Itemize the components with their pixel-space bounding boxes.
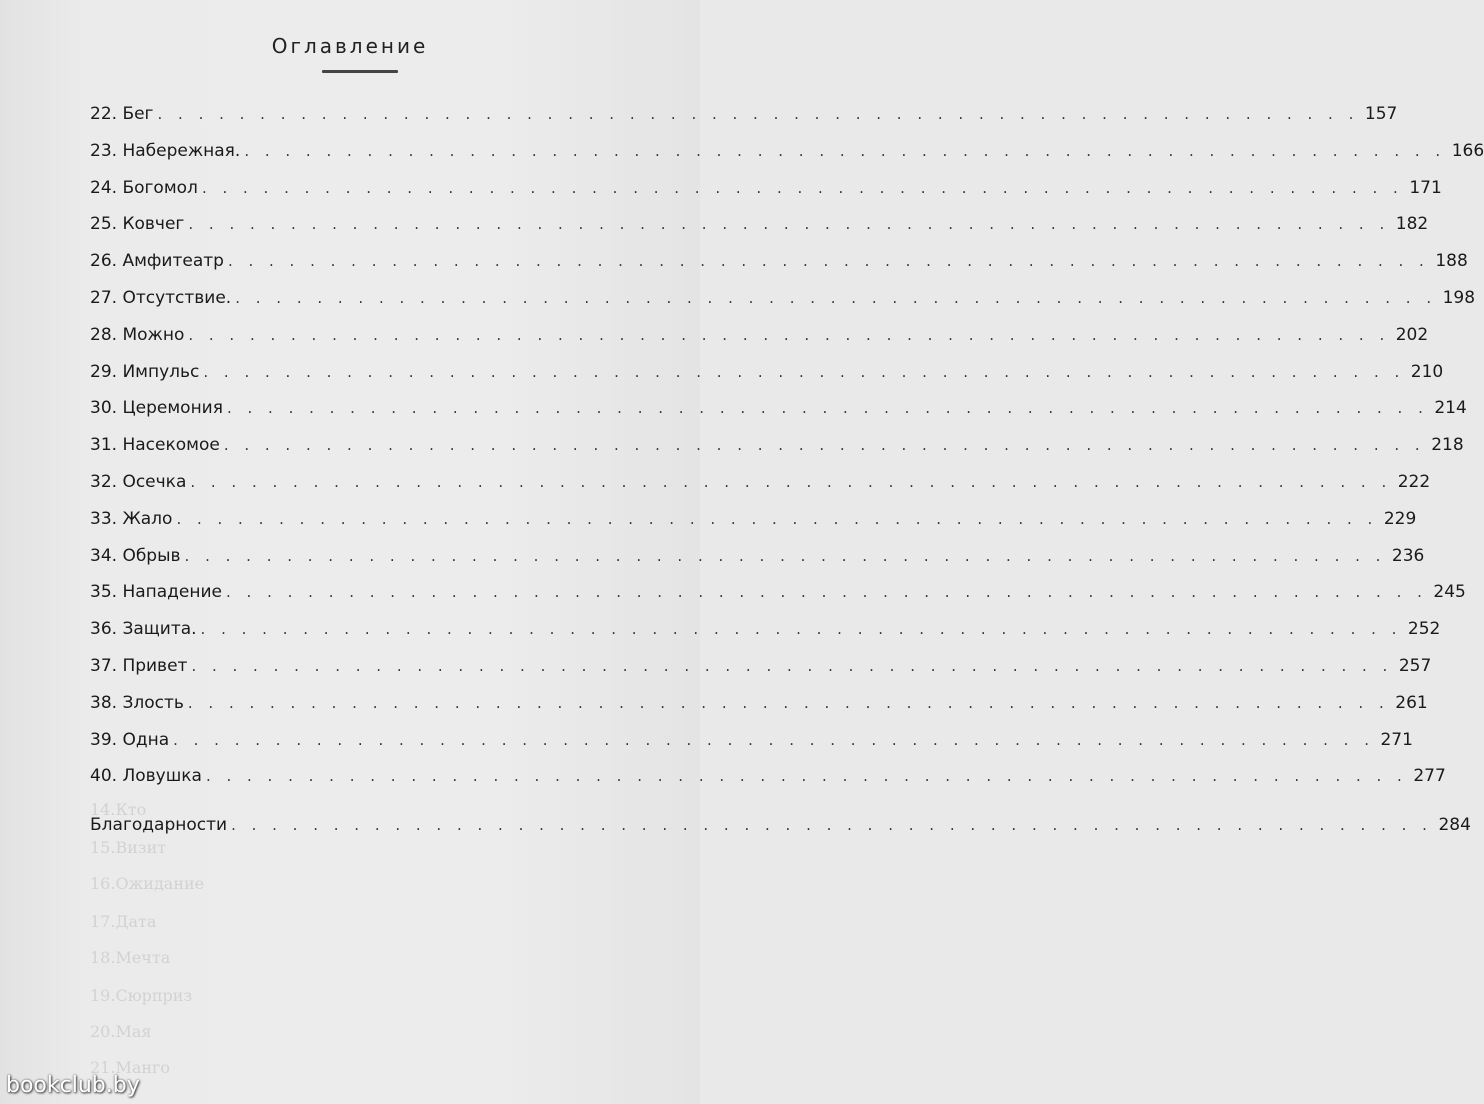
dot-leader: . . . . . . . . . . . . . . . . . . . . . . . . . . . . . . . . . . . . . . . . . . . . . . . . . . . . . . . . . . .	[173, 730, 1375, 749]
bleed-through-text: 20.Мая	[90, 1022, 152, 1041]
toc-entry	[90, 435, 1464, 472]
toc-entry-title: 29. Импульс	[90, 361, 200, 382]
toc-entry-page: 166	[1451, 140, 1484, 161]
toc-entry-title: 40. Ловушка	[90, 766, 202, 787]
toc-entry-page: 229	[1383, 508, 1417, 529]
toc-entry	[90, 582, 1466, 619]
toc-entry-page: 218	[1431, 435, 1464, 456]
toc-entry	[90, 729, 1413, 767]
toc-entry	[90, 324, 1429, 362]
bleed-through-text: 18.Мечта	[90, 948, 171, 967]
toc-entry-page: 284	[1438, 815, 1471, 836]
watermark-logo: bookclub.by	[6, 1073, 140, 1098]
bleed-through-text: 21.Манго	[90, 1058, 171, 1077]
toc-entry-title: 39. Одна	[90, 729, 170, 750]
toc-entry	[90, 140, 1484, 178]
toc-entry	[90, 287, 1476, 325]
toc-entry-title: 30. Церемония	[90, 398, 223, 419]
dot-leader: . . . . . . . . . . . . . . . . . . . . . . . . . . . . . . . . . . . . . . . . . . . . . . . . . . . . . . . . . . .	[231, 816, 1433, 835]
toc-entry-page: 198	[1442, 287, 1476, 308]
toc-entry-page: 252	[1407, 619, 1441, 640]
dot-leader: . . . . . . . . . . . . . . . . . . . . . . . . . . . . . . . . . . . . . . . . . . . . . . . . . . . . . . . . . . .	[227, 252, 1430, 271]
toc-entry-title: 37. Привет	[90, 655, 188, 676]
toc-entry-title: 31. Насекомое	[90, 435, 220, 456]
bleed-through-text: 19.Сюрприз	[90, 986, 193, 1005]
toc-entry-page: 257	[1398, 655, 1432, 676]
dot-leader: . . . . . . . . . . . . . . . . . . . . . . . . . . . . . . . . . . . . . . . . . . . . . . . . . . . . . . . . . . .	[184, 546, 1386, 565]
toc-entry-page: 188	[1435, 251, 1468, 272]
toc-entry-page: 236	[1391, 545, 1425, 566]
toc-entry-title: 33. Жало	[90, 508, 173, 529]
dot-leader: . . . . . . . . . . . . . . . . . . . . . . . . . . . . . . . . . . . . . . . . . . . . . . . . . . . . . . . . . . .	[223, 436, 1426, 455]
toc-entry-title: 36. Защита.	[90, 619, 197, 640]
toc-entry	[90, 177, 1442, 215]
bleed-through-text: 16.Ожидание	[90, 874, 205, 893]
toc-entry-page: 210	[1410, 361, 1444, 382]
dot-leader: . . . . . . . . . . . . . . . . . . . . . . . . . . . . . . . . . . . . . . . . . . . . . . . . . . . . . . . . . . .	[190, 472, 1392, 491]
toc-entry-title: 22. Бег	[90, 104, 154, 124]
dot-leader: . . . . . . . . . . . . . . . . . . . . . . . . . . . . . . . . . . . . . . . . . . . . . . . . . . . . . . . . . . .	[188, 215, 1390, 234]
toc-entry	[90, 508, 1417, 546]
toc-entry-title: 32. Осечка	[90, 471, 187, 492]
toc-entry-page: 214	[1434, 398, 1467, 419]
dot-leader: . . . . . . . . . . . . . . . . . . . . . . . . . . . . . . . . . . . . . . . . . . . . . . . . . . . . . . . . . . .	[203, 362, 1405, 381]
toc-entry	[90, 655, 1432, 693]
toc-entry-title: 24. Богомол	[90, 177, 198, 198]
toc-entry-page: 202	[1395, 324, 1429, 345]
toc-entry-page: 182	[1395, 214, 1429, 235]
toc-entry-page: 271	[1380, 729, 1413, 750]
toc-entry-acknowledgements	[90, 815, 1471, 852]
toc-entry-page: 245	[1433, 582, 1466, 603]
toc-entry-page: 277	[1413, 766, 1446, 787]
toc-entry	[90, 251, 1468, 288]
dot-leader: . . . . . . . . . . . . . . . . . . . . . . . . . . . . . . . . . . . . . . . . . . . . . . . . . . . . . . . . . . .	[226, 583, 1428, 602]
toc-entry-title: Благодарности	[90, 815, 228, 836]
dot-leader: . . . . . . . . . . . . . . . . . . . . . . . . . . . . . . . . . . . . . . . . . . . . . . . . . . . . . . . . . . .	[205, 767, 1408, 786]
dot-leader: . . . . . . . . . . . . . . . . . . . . . . . . . . . . . . . . . . . . . . . . . . . . . . . . . . . . . . . . . . .	[176, 509, 1378, 528]
bleed-through-text: 15.Визит	[90, 838, 167, 857]
toc-entry-title: 34. Обрыв	[90, 545, 181, 566]
bleed-through-text: 17.Дата	[90, 912, 157, 931]
page-title: Оглавление	[271, 34, 429, 58]
dot-leader: . . . . . . . . . . . . . . . . . . . . . . . . . . . . . . . . . . . . . . . . . . . . . . . . . . . . . . . . . . .	[235, 288, 1437, 307]
dot-leader: . . . . . . . . . . . . . . . . . . . . . . . . . . . . . . . . . . . . . . . . . . . . . . . . . . . . . . . . . . .	[191, 656, 1393, 675]
toc-entry-title: 38. Злость	[90, 692, 184, 713]
toc-entry	[90, 692, 1428, 730]
toc-entry	[90, 361, 1444, 399]
dot-leader: . . . . . . . . . . . . . . . . . . . . . . . . . . . . . . . . . . . . . . . . . . . . . . . . . . . . . . . . . . .	[244, 141, 1446, 160]
toc-entry	[90, 398, 1467, 435]
toc-entry-title: 26. Амфитеатр	[90, 251, 224, 272]
dot-leader: . . . . . . . . . . . . . . . . . . . . . . . . . . . . . . . . . . . . . . . . . . . . . . . . . . . . . . . . . . .	[187, 693, 1390, 712]
dot-leader: . . . . . . . . . . . . . . . . . . . . . . . . . . . . . . . . . . . . . . . . . . . . . . . . . . . . . . . . . . .	[188, 325, 1390, 344]
toc-entry	[90, 104, 1398, 141]
toc-entry-page: 171	[1409, 177, 1442, 198]
toc-entry	[90, 619, 1441, 656]
toc-entry	[90, 214, 1429, 251]
bleed-through-text: 14.Кто	[90, 800, 147, 819]
toc-entry-page: 157	[1364, 104, 1398, 124]
dot-leader: . . . . . . . . . . . . . . . . . . . . . . . . . . . . . . . . . . . . . . . . . . . . . . . . . . . . . . . . . . .	[226, 399, 1429, 418]
dot-leader: . . . . . . . . . . . . . . . . . . . . . . . . . . . . . . . . . . . . . . . . . . . . . . . . . . . . . . . . . . .	[200, 620, 1402, 639]
toc-entry-title: 28. Можно	[90, 324, 185, 345]
toc-entry-title: 27. Отсутствие.	[90, 287, 232, 308]
toc-entry-title: 23. Набережная.	[90, 140, 241, 161]
toc-entry-title: 35. Нападение	[90, 582, 223, 603]
title-underline	[322, 70, 398, 73]
dot-leader: . . . . . . . . . . . . . . . . . . . . . . . . . . . . . . . . . . . . . . . . . . . . . . . . . . . . . . . . . . .	[201, 178, 1404, 197]
toc-entry-page: 222	[1397, 471, 1431, 492]
toc-entry	[90, 545, 1425, 583]
toc-entry	[90, 766, 1446, 803]
toc-entry	[90, 471, 1431, 509]
toc-entry-page: 261	[1395, 692, 1428, 713]
dot-leader: . . . . . . . . . . . . . . . . . . . . . . . . . . . . . . . . . . . . . . . . . . . . . . . . . . . . . . . . . . .	[157, 105, 1359, 123]
table-of-contents	[90, 104, 1484, 852]
toc-entry-title: 25. Ковчег	[90, 214, 185, 235]
